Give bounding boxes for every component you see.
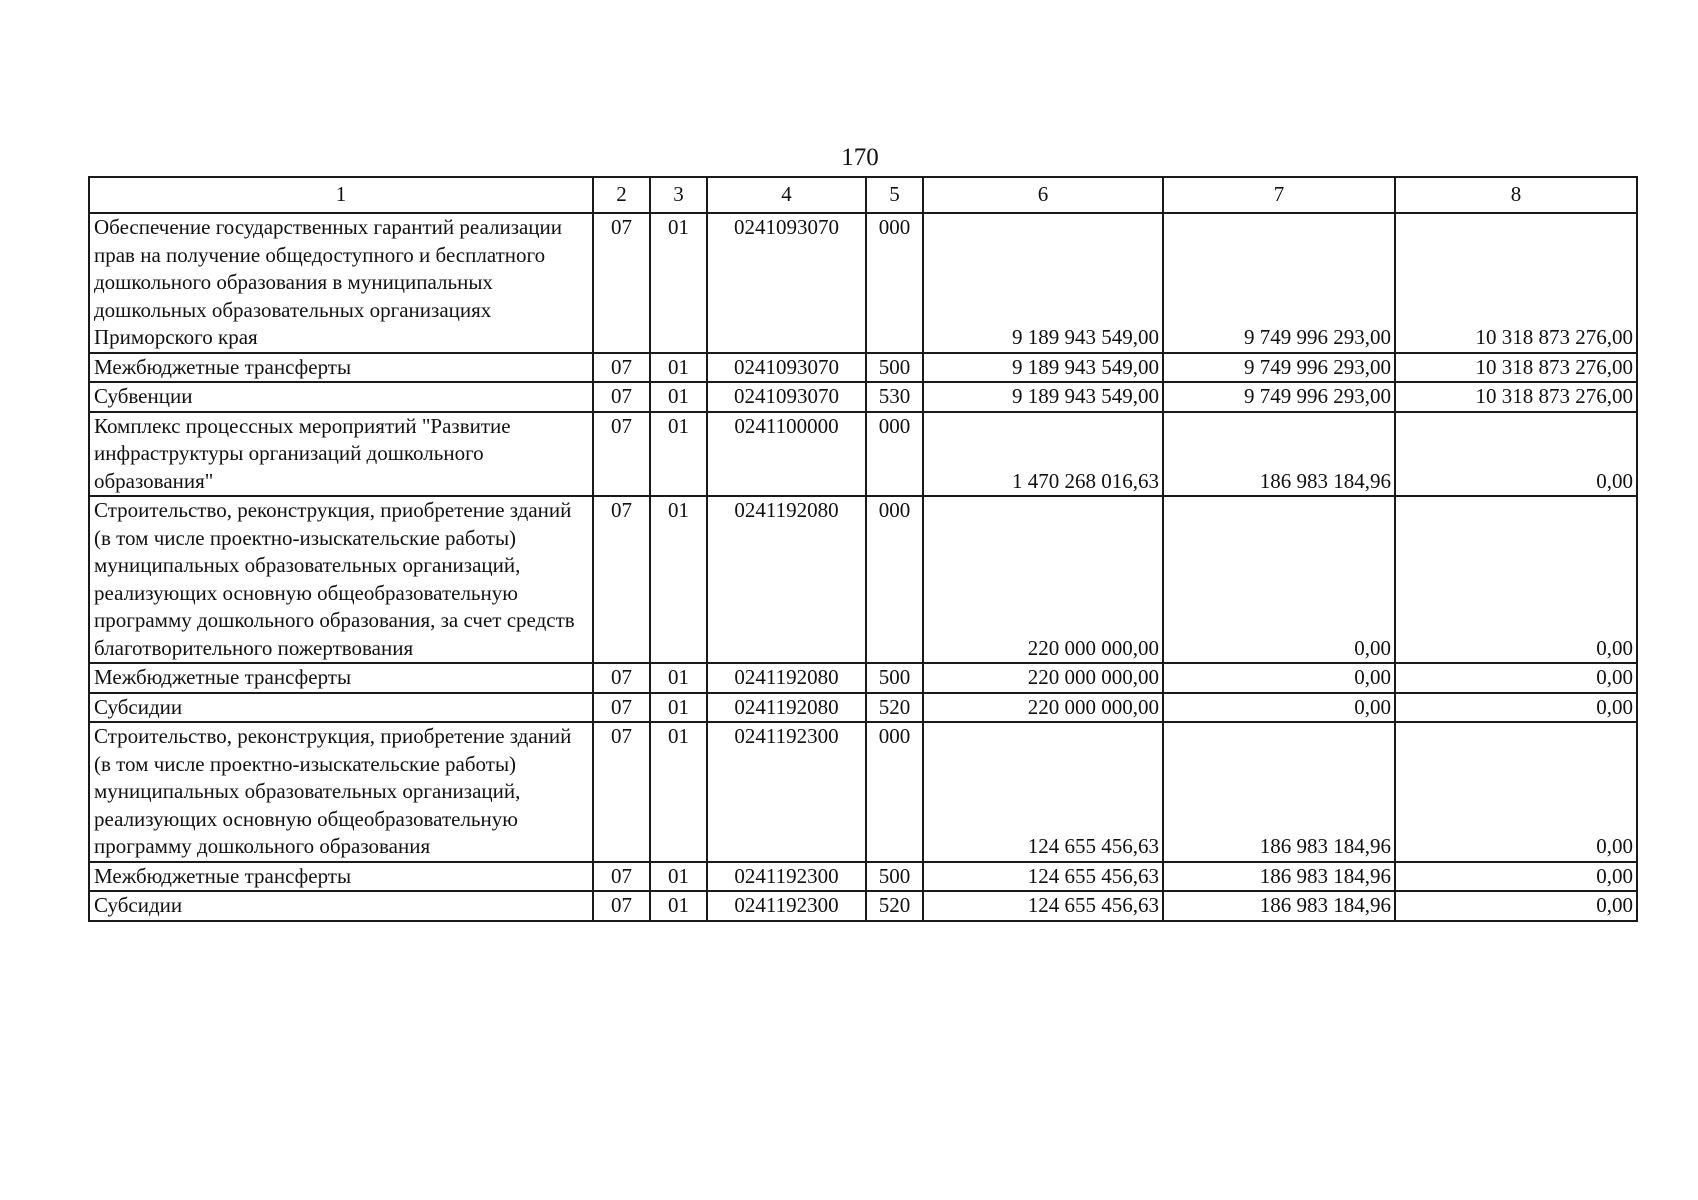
header-cell: 5: [866, 177, 923, 213]
row-section: 07: [593, 663, 650, 693]
row-amount-2: 186 983 184,96: [1163, 412, 1395, 497]
table-row: [89, 353, 1637, 383]
row-section: 07: [593, 722, 650, 862]
row-name: Обеспечение государственных гарантий реализации прав на получение общедоступного и бесплатного дошкольного образования в муниципальных дошкольных образовательных организациях Приморского края: [89, 213, 593, 353]
row-name: Межбюджетные трансферты: [89, 862, 593, 892]
row-amount-1: 9 189 943 549,00: [923, 382, 1163, 412]
row-expense-type: 000: [866, 496, 923, 663]
row-amount-2: 9 749 996 293,00: [1163, 213, 1395, 353]
row-subsection: 01: [650, 693, 707, 723]
table-row: [89, 412, 1637, 497]
row-amount-3: 10 318 873 276,00: [1395, 382, 1637, 412]
table-header-row: [89, 177, 1637, 213]
row-expense-type: 530: [866, 382, 923, 412]
row-section: 07: [593, 213, 650, 353]
row-section: 07: [593, 862, 650, 892]
row-expense-type: 000: [866, 412, 923, 497]
header-cell: 3: [650, 177, 707, 213]
row-section: 07: [593, 412, 650, 497]
row-target: 0241192300: [707, 722, 866, 862]
row-amount-3: 0,00: [1395, 663, 1637, 693]
row-amount-2: 9 749 996 293,00: [1163, 353, 1395, 383]
table-row: [89, 693, 1637, 723]
row-amount-1: 124 655 456,63: [923, 722, 1163, 862]
row-expense-type: 000: [866, 213, 923, 353]
row-amount-2: 9 749 996 293,00: [1163, 382, 1395, 412]
row-amount-3: 0,00: [1395, 693, 1637, 723]
row-expense-type: 500: [866, 862, 923, 892]
row-name: Межбюджетные трансферты: [89, 353, 593, 383]
row-name: Субсидии: [89, 891, 593, 921]
row-name: Межбюджетные трансферты: [89, 663, 593, 693]
row-subsection: 01: [650, 496, 707, 663]
table-row: [89, 891, 1637, 921]
row-name: Строительство, реконструкция, приобретение зданий (в том числе проектно-изыскательские работы) муниципальных образовательных организаций, реализующих основную общеобразовательную программу дошкольного образования, за счет средств благотворительного пожертвования: [89, 496, 593, 663]
row-expense-type: 500: [866, 353, 923, 383]
row-expense-type: 520: [866, 693, 923, 723]
table-row: [89, 663, 1637, 693]
budget-table: [88, 176, 1638, 922]
row-expense-type: 000: [866, 722, 923, 862]
table-row: [89, 213, 1637, 353]
row-target: 0241093070: [707, 353, 866, 383]
row-target: 0241192080: [707, 663, 866, 693]
row-target: 0241100000: [707, 412, 866, 497]
row-amount-3: 0,00: [1395, 862, 1637, 892]
row-amount-1: 9 189 943 549,00: [923, 213, 1163, 353]
page-number: 170: [841, 144, 879, 171]
header-cell: 2: [593, 177, 650, 213]
row-amount-1: 1 470 268 016,63: [923, 412, 1163, 497]
row-target: 0241093070: [707, 213, 866, 353]
row-name: Комплекс процессных мероприятий "Развитие инфраструктуры организаций дошкольного образования": [89, 412, 593, 497]
row-amount-1: 124 655 456,63: [923, 862, 1163, 892]
row-amount-2: 186 983 184,96: [1163, 891, 1395, 921]
table-row: [89, 722, 1637, 862]
row-amount-2: 0,00: [1163, 663, 1395, 693]
row-target: 0241192300: [707, 891, 866, 921]
row-subsection: 01: [650, 213, 707, 353]
table-row: [89, 382, 1637, 412]
header-cell: 7: [1163, 177, 1395, 213]
row-section: 07: [593, 891, 650, 921]
row-amount-3: 0,00: [1395, 891, 1637, 921]
row-amount-3: 10 318 873 276,00: [1395, 353, 1637, 383]
row-subsection: 01: [650, 722, 707, 862]
row-name: Строительство, реконструкция, приобретение зданий (в том числе проектно-изыскательские работы) муниципальных образовательных организаций, реализующих основную общеобразовательную программу дошкольного образования: [89, 722, 593, 862]
row-amount-2: 0,00: [1163, 693, 1395, 723]
header-cell: 4: [707, 177, 866, 213]
row-subsection: 01: [650, 862, 707, 892]
row-amount-2: 186 983 184,96: [1163, 722, 1395, 862]
row-target: 0241192080: [707, 496, 866, 663]
row-section: 07: [593, 382, 650, 412]
row-subsection: 01: [650, 353, 707, 383]
row-amount-1: 220 000 000,00: [923, 496, 1163, 663]
row-amount-3: 10 318 873 276,00: [1395, 213, 1637, 353]
row-subsection: 01: [650, 412, 707, 497]
row-name: Субсидии: [89, 693, 593, 723]
row-target: 0241192300: [707, 862, 866, 892]
row-expense-type: 520: [866, 891, 923, 921]
row-amount-3: 0,00: [1395, 722, 1637, 862]
row-amount-1: 220 000 000,00: [923, 663, 1163, 693]
row-subsection: 01: [650, 382, 707, 412]
row-amount-1: 220 000 000,00: [923, 693, 1163, 723]
row-subsection: 01: [650, 663, 707, 693]
table-row: [89, 862, 1637, 892]
row-section: 07: [593, 353, 650, 383]
row-name: Субвенции: [89, 382, 593, 412]
row-amount-3: 0,00: [1395, 412, 1637, 497]
row-amount-1: 124 655 456,63: [923, 891, 1163, 921]
header-cell: 1: [89, 177, 593, 213]
row-amount-2: 0,00: [1163, 496, 1395, 663]
row-amount-3: 0,00: [1395, 496, 1637, 663]
row-subsection: 01: [650, 891, 707, 921]
row-target: 0241192080: [707, 693, 866, 723]
row-expense-type: 500: [866, 663, 923, 693]
row-section: 07: [593, 693, 650, 723]
row-amount-2: 186 983 184,96: [1163, 862, 1395, 892]
row-amount-1: 9 189 943 549,00: [923, 353, 1163, 383]
row-section: 07: [593, 496, 650, 663]
table-row: [89, 496, 1637, 663]
header-cell: 6: [923, 177, 1163, 213]
row-target: 0241093070: [707, 382, 866, 412]
header-cell: 8: [1395, 177, 1637, 213]
